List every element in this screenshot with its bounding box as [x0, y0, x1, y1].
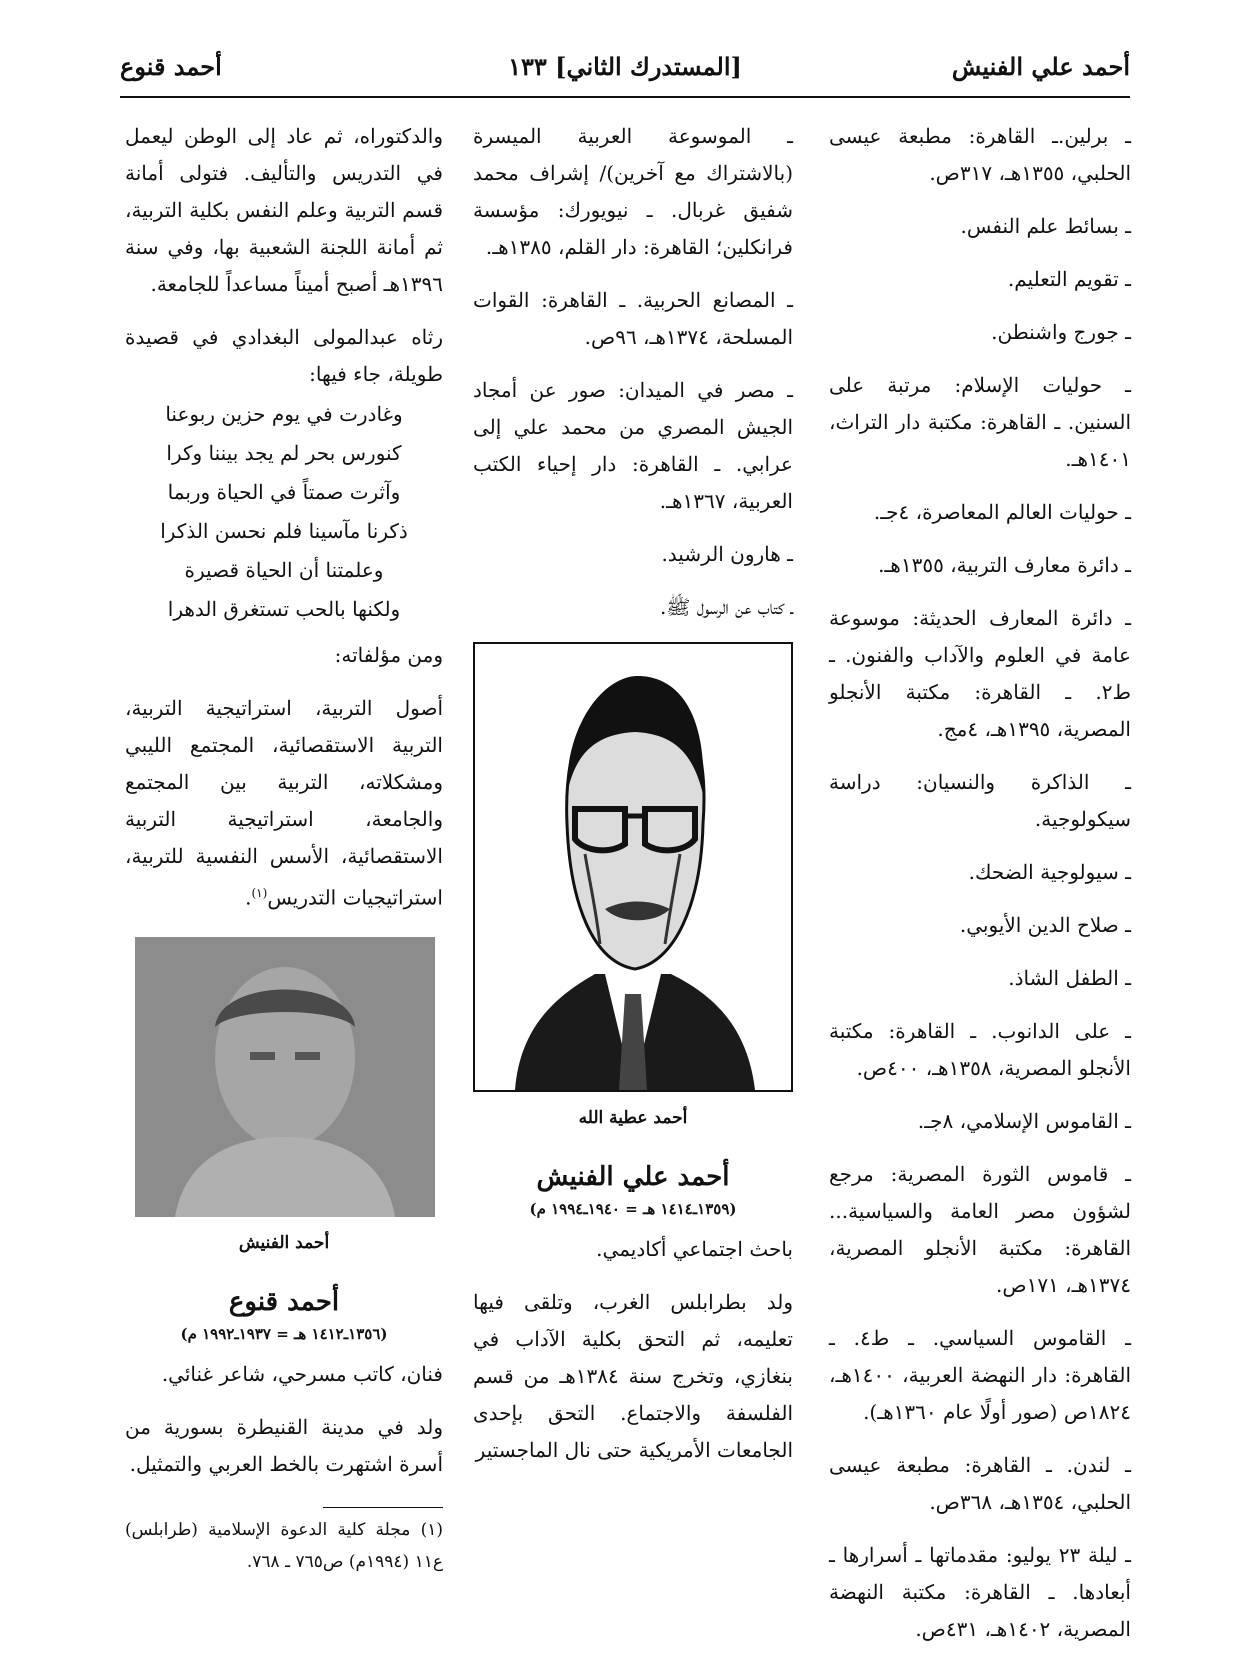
bibliography-entry: ـ كتاب عن الرسول ﷺ.	[659, 595, 793, 619]
entry-title: أحمد قنوع	[228, 1286, 340, 1317]
column-right	[829, 118, 1131, 1664]
portrait-caption: أحمد عطية الله	[578, 1108, 688, 1128]
elegy-intro: رثاه عبدالمولى البغدادي في قصيدة طويلة، جاء فيها:	[125, 325, 443, 386]
footnote-ref: (١)	[251, 886, 268, 900]
entry-role: باحث اجتماعي أكاديمي.	[596, 1237, 793, 1261]
entry-dates: (١٣٥٦ـ١٤١٢ هـ = ١٩٣٧ـ١٩٩٢ م)	[180, 1324, 388, 1343]
photo-image	[135, 937, 435, 1217]
bibliography-entry: ـ ليلة ٢٣ يوليو: مقدماتها ـ أسرارها ـ أبعادها. ـ القاهرة: مكتبة النهضة المصرية، ١٤٠٢هـ، ٤٣١ص.	[829, 1543, 1132, 1641]
bibliography-entry: ـ الموسوعة العربية الميسرة (بالاشتراك مع آخرين)/ إشراف محمد شفيق غربال. ـ نيويورك: مؤسسة فرانكلين؛ القاهرة: دار القلم، ١٣٨٥هـ.	[473, 124, 793, 259]
poem-verse: كنورس بحر لم يجد بيننا وكرا	[166, 441, 402, 465]
bibliography-entry: ـ على الدانوب. ـ القاهرة: مكتبة الأنجلو المصرية، ١٣٥٨هـ، ٤٠٠ص.	[829, 1019, 1131, 1080]
bibliography-entry: ـ لندن. ـ القاهرة: مطبعة عيسى الحلبي، ١٣٥٤هـ، ٣٦٨ص.	[829, 1453, 1131, 1514]
bibliography-entry: ـ سيولوجية الضحك.	[968, 860, 1131, 884]
works-list-text: أصول التربية، استراتيجية التربية، التربية الاستقصائية، المجتمع الليبي ومشكلاته، التربية بين المجتمع والجامعة، استراتيجية التربية الاستقصائية، الأسس النفسية للتربية، استراتيجيات التدريس	[125, 696, 443, 910]
poem-verse: وآثرت صمتاً في الحياة وربما	[167, 480, 401, 504]
entry-biography: ولد في مدينة القنيطرة بسورية من أسرة اشتهرت بالخط العربي والتمثيل.	[125, 1414, 443, 1476]
column-middle	[473, 118, 793, 1485]
photo-caption: أحمد الفنيش	[238, 1232, 330, 1253]
bibliography-entry: ـ القاموس الإسلامي، ٨جـ.	[917, 1109, 1131, 1133]
bibliography-entry: ـ تقويم التعليم.	[1007, 267, 1131, 291]
bibliography-entry: ـ المصانع الحربية. ـ القاهرة: القوات المسلحة، ١٣٧٤هـ، ٩٦ص.	[473, 288, 793, 349]
bibliography-entry: ـ قاموس الثورة المصرية: مرجع لشؤون مصر العامة والسياسية... القاهرة: مكتبة الأنجلو المصرية، ١٣٧٤هـ، ١٧١ص.	[829, 1162, 1131, 1297]
bibliography-entry: ـ حوليات الإسلام: مرتبة على السنين. ـ القاهرة: مكتبة دار التراث، ١٤٠١هـ.	[829, 373, 1131, 471]
header-last-entry: أحمد قنوع	[120, 52, 222, 81]
works-list-end: .	[245, 885, 252, 910]
person-photo	[135, 937, 435, 1217]
bibliography-entry: ـ برلين.ـ القاهرة: مطبعة عيسى الحلبي، ١٣٥٥هـ، ٣١٧ص.	[829, 124, 1131, 185]
header-entry-name: أحمد علي الفنيش	[951, 52, 1130, 81]
entry-biography: ولد بطرابلس الغرب، وتلقى فيها تعليمه، ثم التحق بكلية الآداب في بنغازي، وتخرج سنة ١٣٨٤هـ من قسم الفلسفة والاجتماع. التحق بإحدى الجامعات الأمريكية حتى نال الماجستير	[473, 1290, 793, 1462]
entry-dates: (١٣٥٩ـ١٤١٤ هـ = ١٩٤٠ـ١٩٩٤ م)	[529, 1200, 737, 1218]
bibliography-entry: ـ مصر في الميدان: صور عن أمجاد الجيش المصري من محمد علي إلى عرابي. ـ القاهرة: دار إحياء الكتب العربية، ١٣٦٧هـ.	[473, 378, 793, 513]
bibliography-entry: ـ الطفل الشاذ.	[1008, 966, 1131, 990]
bibliography-entry: ـ دائرة المعارف الحديثة: موسوعة عامة في العلوم والآداب والفنون. ـ ط٢. ـ القاهرة: مكتبة الأنجلو المصرية، ١٣٩٥هـ، ٤مج.	[829, 606, 1131, 741]
bibliography-entry: ـ الذاكرة والنسيان: دراسة سيكولوجية.	[829, 770, 1131, 831]
bibliography-entry: ـ هارون الرشيد.	[661, 542, 793, 566]
works-list	[125, 690, 443, 917]
bibliography-entry: ـ بسائط علم النفس.	[960, 214, 1131, 238]
footnote-rule	[323, 1507, 443, 1508]
bibliography-entry: ـ القاموس السياسي. ـ ط٤. ـ القاهرة: دار النهضة العربية، ١٤٠٠هـ، ١٨٢٤ص (صور أولًا عام ١٣٦٠هـ).	[829, 1326, 1132, 1424]
header-section-page: [المستدرك الثاني] ١٣٣	[508, 52, 742, 81]
works-heading: ومن مؤلفاته:	[334, 643, 443, 667]
bibliography-entry: ـ صلاح الدين الأيوبي.	[959, 913, 1131, 937]
biography-paragraph: والدكتوراه، ثم عاد إلى الوطن ليعمل في التدريس والتأليف. فتولى أمانة قسم التربية وعلم النفس بكلية التربية، ثم أمانة اللجنة الشعبية بها، وفي سنة ١٣٩٦هـ أصبح أميناً مساعداً للجامعة.	[125, 124, 443, 296]
poem-verse: ولكنها بالحب تستغرق الدهرا	[167, 597, 401, 621]
poem-verse: وعلمتنا أن الحياة قصيرة	[184, 558, 384, 582]
poem-verse: ذكرنا مآسينا فلم نحسن الذكرا	[160, 519, 408, 543]
footnote: (١) مجلة كلية الدعوة الإسلامية (طرابلس) ع١١ (١٩٩٤م) ص٧٦٥ ـ ٧٦٨.	[125, 1519, 443, 1572]
column-left	[125, 118, 443, 1578]
poem-verse: وغادرت في يوم حزين ربوعنا	[165, 402, 403, 426]
header-rule	[120, 96, 1130, 98]
bibliography-entry: ـ جورج واشنطن.	[991, 320, 1131, 344]
bibliography-entry: ـ حوليات العالم المعاصرة، ٤جـ.	[873, 500, 1131, 524]
portrait-drawing	[475, 644, 791, 1090]
entry-title: أحمد علي الفنيش	[536, 1162, 730, 1192]
running-header	[120, 52, 1130, 92]
portrait-sketch	[473, 642, 793, 1092]
entry-role: فنان، كاتب مسرحي، شاعر غنائي.	[161, 1361, 443, 1386]
bibliography-entry: ـ دائرة معارف التربية، ١٣٥٥هـ.	[878, 553, 1131, 577]
